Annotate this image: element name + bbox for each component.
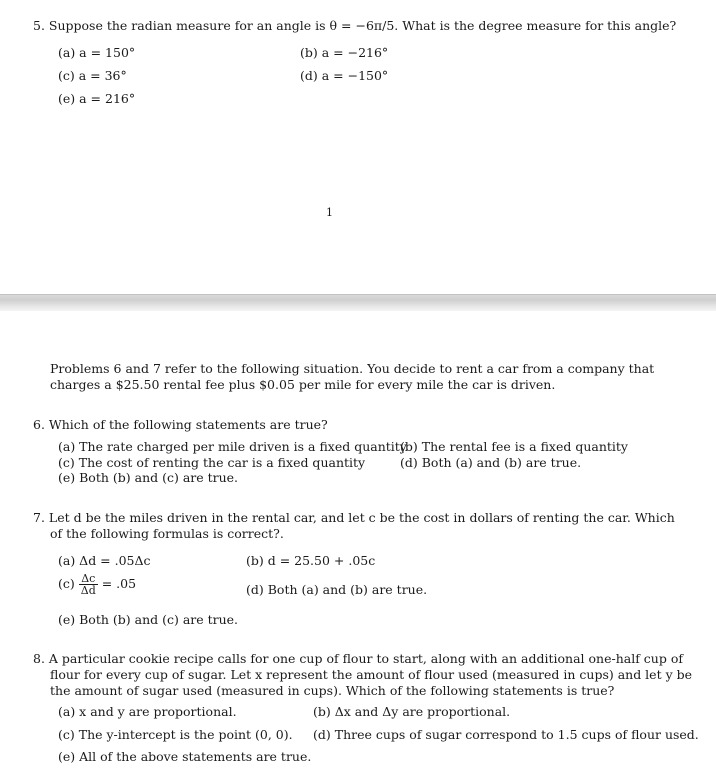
- intro-line-2: charges a $25.50 rental fee plus $0.05 per mile for every mile the car is driven.: [50, 377, 556, 392]
- page-separator: [0, 294, 716, 311]
- q5-option-e: (e) a = 216°: [58, 91, 136, 106]
- q7-option-d: (d) Both (a) and (b) are true.: [246, 582, 428, 597]
- q5-stem: 5. Suppose the radian measure for an angle is θ = −6π/5. What is the degree measure for this angle?: [33, 18, 677, 33]
- intro-line-1: Problems 6 and 7 refer to the following situation. You decide to rent a car from a company that: [50, 361, 655, 376]
- page-number: 1: [326, 206, 333, 219]
- q6-option-c: (c) The cost of renting the car is a fixed quantity: [58, 455, 366, 470]
- q6-option-e: (e) Both (b) and (c) are true.: [58, 470, 239, 485]
- q6-option-a: (a) The rate charged per mile driven is a fixed quantity: [58, 439, 407, 454]
- q8-stem-line-1: 8. A particular cookie recipe calls for one cup of flour to start, along with an additional one-half cup of: [33, 651, 683, 666]
- q8-option-b: (b) Δx and Δy are proportional.: [313, 704, 511, 719]
- q6-option-b: (b) The rental fee is a fixed quantity: [400, 439, 628, 454]
- q7-option-c-fraction: [79, 573, 98, 596]
- q7-option-c-value: = .05: [101, 576, 137, 591]
- q7-option-e: (e) Both (b) and (c) are true.: [58, 612, 239, 627]
- q7-option-c-label: (c): [58, 576, 75, 591]
- q7-option-a: (a) Δd = .05Δc: [58, 553, 151, 568]
- q8-stem-line-3: the amount of sugar used (measured in cups). Which of the following statements is true?: [50, 683, 615, 698]
- q7-stem-line-2: of the following formulas is correct?.: [50, 526, 284, 541]
- q6-option-d: (d) Both (a) and (b) are true.: [400, 455, 582, 470]
- q5-option-d: (d) a = −150°: [300, 68, 389, 83]
- q7-option-c: [58, 573, 136, 596]
- q7-option-b: (b) d = 25.50 + .05c: [246, 553, 376, 568]
- fraction-denominator: Δd: [80, 584, 96, 597]
- q8-option-e: (e) All of the above statements are true.: [58, 749, 312, 764]
- q5-option-c: (c) a = 36°: [58, 68, 127, 83]
- q8-stem-line-2: flour for every cup of sugar. Let x represent the amount of flour used (measured in cups) and let y be: [50, 667, 693, 682]
- q8-option-c: (c) The y-intercept is the point (0, 0).: [58, 727, 293, 742]
- q6-stem: 6. Which of the following statements are true?: [33, 417, 328, 432]
- fraction-numerator: Δc: [79, 573, 98, 585]
- q8-option-a: (a) x and y are proportional.: [58, 704, 237, 719]
- q7-stem-line-1: 7. Let d be the miles driven in the rental car, and let c be the cost in dollars of renting the car. Which: [33, 510, 675, 525]
- q5-option-a: (a) a = 150°: [58, 45, 136, 60]
- q5-option-b: (b) a = −216°: [300, 45, 389, 60]
- q8-option-d: (d) Three cups of sugar correspond to 1.5 cups of flour used.: [313, 727, 699, 742]
